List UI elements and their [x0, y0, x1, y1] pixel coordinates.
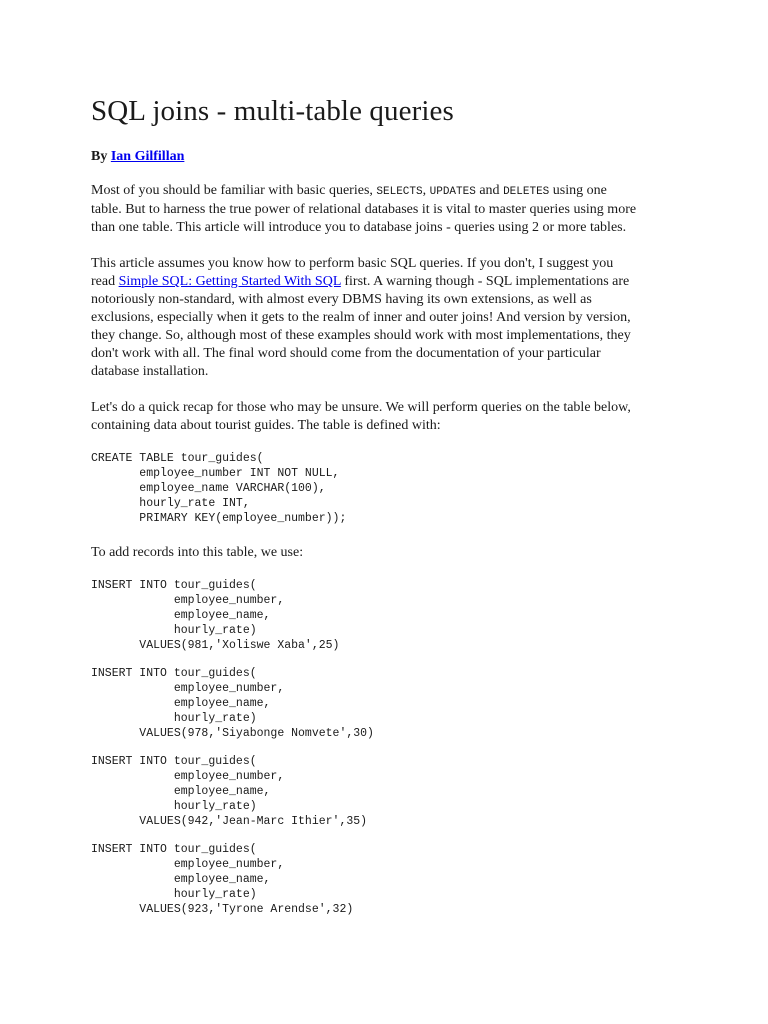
insert-code-block: INSERT INTO tour_guides( employee_number, employee_name, hourly_rate) VALUES(942,'Jean-Marc Ithier',35) — [91, 755, 368, 828]
recap-line-2: containing data about tourist guides. The table is defined with: — [91, 418, 441, 433]
assumes-line-3: notoriously non-standard, with almost every DBMS having its own extensions, as well as — [91, 292, 592, 307]
intro-line-3: than one table. This article will introduce you to database joins - queries using 2 or more tables. — [91, 220, 627, 235]
insert-code-block: INSERT INTO tour_guides( employee_number, employee_name, hourly_rate) VALUES(978,'Siyabonge Nomvete',30) — [91, 667, 374, 740]
assumes-text: read — [91, 274, 119, 289]
assumes-line-5: they change. So, although most of these examples should work with most implementations, they — [91, 328, 631, 343]
intro-line-1 — [91, 182, 691, 201]
assumptions-paragraph — [91, 255, 691, 381]
keyword-updates: UPDATES — [429, 186, 476, 198]
create-table-code: CREATE TABLE tour_guides( employee_number INT NOT NULL, employee_name VARCHAR(100), hourly_rate INT, PRIMARY KEY(employee_number)); — [91, 452, 347, 525]
author-link[interactable]: Ian Gilfillan — [110, 149, 185, 164]
article-title: SQL joins - multi-table queries — [91, 95, 454, 127]
insert-code-block: INSERT INTO tour_guides( employee_number, employee_name, hourly_rate) VALUES(923,'Tyrone Arendse',32) — [91, 843, 354, 916]
assumes-line-2 — [91, 273, 691, 291]
intro-text-end: using one — [549, 183, 607, 198]
assumes-line-6: don't work with all. The final word should come from the documentation of your particular — [91, 346, 601, 361]
keyword-selects: SELECTS — [376, 186, 423, 198]
assumes-line-1: This article assumes you know how to perform basic SQL queries. If you don't, I suggest you — [91, 256, 614, 271]
assumes-text-end: first. A warning though - SQL implementations are — [340, 274, 630, 289]
simple-sql-link[interactable]: Simple SQL: Getting Started With SQL — [118, 274, 341, 289]
intro-and: and — [475, 183, 504, 198]
insert-intro-paragraph — [91, 544, 691, 562]
intro-separator: , — [422, 183, 430, 198]
recap-paragraph — [91, 399, 691, 435]
intro-paragraph — [91, 182, 691, 237]
insert-code-block: INSERT INTO tour_guides( employee_number, employee_name, hourly_rate) VALUES(981,'Xoliswe Xaba',25) — [91, 579, 340, 652]
recap-line-1: Let's do a quick recap for those who may be unsure. We will perform queries on the table below, — [91, 400, 631, 415]
byline — [91, 148, 184, 166]
intro-line-2: table. But to harness the true power of relational databases it is vital to master queries using more — [91, 202, 637, 217]
intro-text: Most of you should be familiar with basic queries, — [91, 183, 377, 198]
insert-intro-line: To add records into this table, we use: — [91, 545, 304, 560]
assumes-line-4: exclusions, especially when it gets to the realm of inner and outer joins! And version by version, — [91, 310, 631, 325]
assumes-line-7: database installation. — [91, 364, 209, 379]
keyword-deletes: DELETES — [503, 186, 550, 198]
byline-label: By — [91, 149, 111, 164]
